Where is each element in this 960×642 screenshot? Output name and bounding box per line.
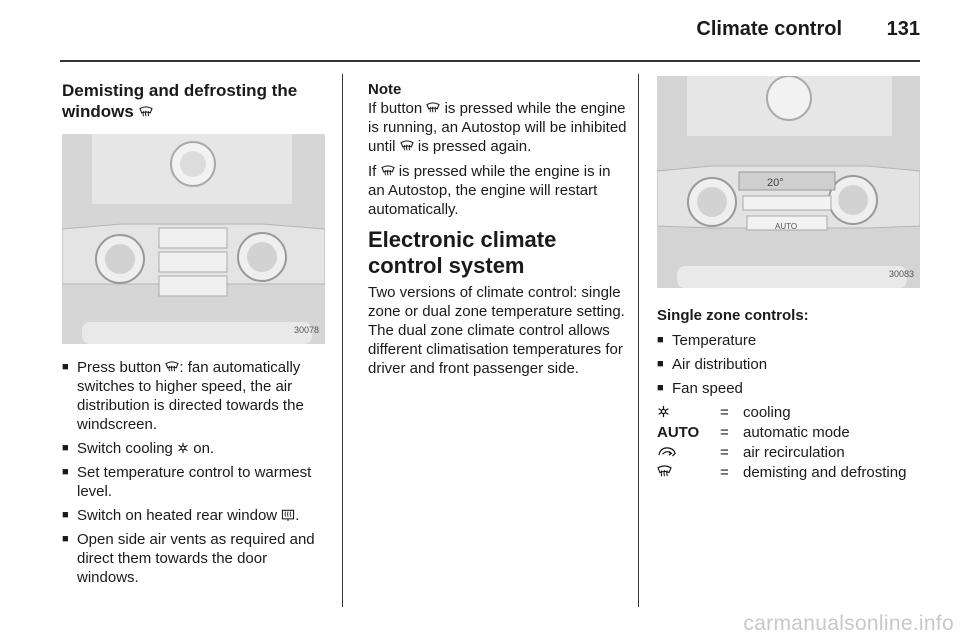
section-heading-electronic-climate: Electronic climate control system: [368, 227, 557, 278]
list-item: [62, 358, 327, 434]
list-item: [62, 463, 327, 501]
list-item: [62, 439, 327, 458]
rear-window-heating-icon: [281, 509, 295, 521]
list-item-text: on.: [189, 440, 215, 457]
header-divider: [60, 60, 920, 62]
right-column: [657, 76, 922, 483]
section-heading-demisting: [62, 80, 327, 122]
list-item-text: : fan automatically switches to higher speed, the air distribution is directed towards the windscreen.: [77, 359, 304, 433]
legend-row: [657, 403, 909, 423]
column-divider-2: [638, 74, 639, 607]
left-column: [62, 80, 327, 592]
page-header-title: Climate control: [696, 18, 842, 40]
legend-row: [657, 443, 909, 463]
list-item: ■ Fan speed: [657, 379, 922, 398]
list-item-text: .: [295, 507, 300, 524]
legend-symbol: [657, 463, 720, 483]
legend-text: air recirculation: [743, 444, 845, 461]
snowflake-icon: [177, 442, 189, 454]
instructions-list: [62, 358, 327, 587]
list-item: [62, 506, 327, 525]
list-item-text: Press button: [77, 359, 162, 376]
list-item: ■ Air distribution: [657, 355, 922, 374]
list-item-text: Switch cooling: [77, 440, 173, 457]
legend-row: [657, 423, 909, 443]
note-text: is pressed while the engine is running, an Autostop will be inhibited until: [368, 100, 627, 155]
snowflake-icon: [657, 405, 670, 418]
panel-auto-button-label: AUTO: [775, 222, 798, 231]
list-item-text: Open side air vents as required and direct them towards the door windows.: [77, 531, 315, 586]
legend-symbol: [657, 403, 720, 423]
defrost-icon: [165, 361, 179, 373]
photo-reference-number: 30083: [888, 269, 914, 279]
note-text: is pressed again.: [417, 138, 532, 155]
section-paragraph: Two versions of climate control: single zone or dual zone temperature setting. The dual zone climate control allows different climatisation temperatures for driver and front passenger side.: [368, 284, 625, 377]
middle-column: [368, 80, 630, 384]
list-item-text: Switch on heated rear window: [77, 507, 278, 524]
panel-display-temperature: 20°: [767, 177, 784, 189]
climate-panel-photo: [62, 134, 325, 344]
symbol-legend: [657, 403, 909, 483]
recirculation-icon: [657, 445, 677, 458]
watermark: carmanualsonline.info: [743, 612, 954, 635]
single-zone-subheading: Single zone controls:: [657, 307, 809, 324]
defrost-icon: [381, 165, 395, 177]
defrost-icon: [426, 102, 440, 114]
legend-equals: =: [720, 464, 729, 481]
legend-symbol: AUTO: [657, 424, 700, 441]
note-text: is pressed while the engine is in an Autostop, the engine will restart automatically.: [368, 163, 611, 218]
legend-equals: =: [720, 404, 729, 421]
single-zone-list: [657, 331, 922, 398]
legend-text: automatic mode: [743, 424, 850, 441]
legend-row: [657, 463, 909, 483]
note-paragraph-1: [368, 99, 630, 156]
note-paragraph-2: [368, 162, 630, 219]
list-item-text: Set temperature control to warmest level.: [77, 464, 312, 500]
defrost-icon: [400, 140, 414, 152]
note-text: If button: [368, 100, 423, 117]
column-divider-1: [342, 74, 343, 607]
legend-text: cooling: [743, 404, 791, 421]
list-item: ■ Temperature: [657, 331, 922, 350]
defrost-icon: [657, 465, 672, 478]
note-title: Note: [368, 81, 402, 98]
single-zone-panel-photo: [657, 76, 920, 288]
photo-reference-number: 30078: [293, 325, 319, 335]
climate-panel-illustration: [62, 134, 325, 344]
page-number: 131: [886, 18, 920, 40]
defrost-icon: [139, 106, 153, 118]
single-zone-panel-illustration: [657, 76, 920, 288]
legend-symbol: [657, 443, 720, 463]
legend-text: demisting and defrosting: [743, 464, 907, 481]
legend-equals: =: [720, 424, 729, 441]
list-item: [62, 530, 327, 587]
legend-equals: =: [720, 444, 729, 461]
note-text: If: [368, 163, 377, 180]
demisting-heading-text: Demisting and defrosting the windows: [62, 81, 298, 121]
